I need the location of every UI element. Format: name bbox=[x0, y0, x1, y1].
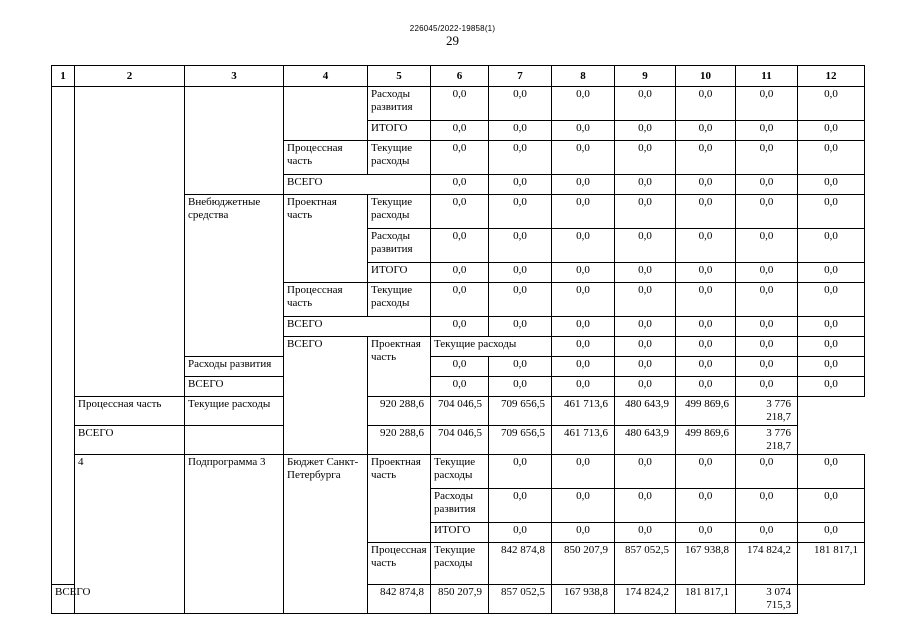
value-cell: 167 938,8 bbox=[676, 543, 736, 585]
header-row bbox=[52, 66, 865, 87]
value-cell: 0,0 bbox=[552, 377, 615, 397]
value-cell: 0,0 bbox=[552, 263, 615, 283]
expense-type: Текущие расходы bbox=[368, 141, 431, 175]
part-cell: Проектная часть bbox=[284, 195, 368, 283]
value-cell: 0,0 bbox=[736, 317, 798, 337]
value-cell: 0,0 bbox=[736, 337, 798, 357]
value-cell: 0,0 bbox=[736, 377, 798, 397]
value-cell: 0,0 bbox=[676, 489, 736, 523]
total-label: ВСЕГО bbox=[52, 585, 185, 614]
value-cell: 842 874,8 bbox=[368, 585, 431, 614]
value-cell: 0,0 bbox=[431, 87, 489, 121]
expense-type: ИТОГО bbox=[431, 523, 489, 543]
value-cell: 0,0 bbox=[798, 377, 865, 397]
source-cell: Внебюджетные средства bbox=[185, 195, 284, 357]
value-cell: 0,0 bbox=[736, 141, 798, 175]
value-cell: 0,0 bbox=[676, 87, 736, 121]
col-header: 7 bbox=[489, 66, 552, 87]
col-header: 4 bbox=[284, 66, 368, 87]
value-cell: 0,0 bbox=[431, 121, 489, 141]
expense-type: Текущие расходы bbox=[431, 543, 489, 585]
value-cell: 0,0 bbox=[798, 317, 865, 337]
expense-type: Текущие расходы bbox=[368, 283, 431, 317]
col-header: 6 bbox=[431, 66, 489, 87]
value-cell: 0,0 bbox=[552, 121, 615, 141]
value-cell: 0,0 bbox=[798, 489, 865, 523]
value-cell: 3 776 218,7 bbox=[736, 426, 798, 455]
value-cell: 0,0 bbox=[736, 523, 798, 543]
value-cell: 0,0 bbox=[798, 87, 865, 121]
value-cell: 0,0 bbox=[615, 121, 676, 141]
value-cell: 0,0 bbox=[489, 195, 552, 229]
table-row bbox=[52, 397, 865, 426]
value-cell: 0,0 bbox=[431, 195, 489, 229]
value-cell: 0,0 bbox=[489, 229, 552, 263]
value-cell: 704 046,5 bbox=[431, 397, 489, 426]
part-cell: Процессная часть bbox=[284, 141, 368, 175]
col-header: 5 bbox=[368, 66, 431, 87]
value-cell: 0,0 bbox=[676, 357, 736, 377]
value-cell: 0,0 bbox=[431, 317, 489, 337]
value-cell: 0,0 bbox=[489, 317, 552, 337]
value-cell: 0,0 bbox=[615, 377, 676, 397]
col-header: 9 bbox=[615, 66, 676, 87]
value-cell: 0,0 bbox=[552, 337, 615, 357]
value-cell: 0,0 bbox=[552, 317, 615, 337]
table-row bbox=[52, 426, 865, 455]
value-cell: 0,0 bbox=[431, 357, 489, 377]
value-cell: 3 776 218,7 bbox=[736, 397, 798, 426]
value-cell: 0,0 bbox=[615, 523, 676, 543]
value-cell: 0,0 bbox=[489, 87, 552, 121]
source-cell: Бюджет Санкт-Петербурга bbox=[284, 455, 368, 614]
value-cell: 0,0 bbox=[736, 489, 798, 523]
value-cell: 0,0 bbox=[615, 195, 676, 229]
value-cell: 0,0 bbox=[798, 523, 865, 543]
source-cell bbox=[185, 87, 284, 195]
value-cell: 0,0 bbox=[431, 283, 489, 317]
value-cell: 0,0 bbox=[431, 229, 489, 263]
value-cell: 0,0 bbox=[552, 489, 615, 523]
value-cell: 0,0 bbox=[615, 87, 676, 121]
value-cell: 461 713,6 bbox=[552, 397, 615, 426]
value-cell: 0,0 bbox=[552, 141, 615, 175]
value-cell: 0,0 bbox=[489, 489, 552, 523]
value-cell: 0,0 bbox=[489, 283, 552, 317]
value-cell: 0,0 bbox=[676, 283, 736, 317]
row-number-cell bbox=[52, 87, 75, 585]
value-cell: 0,0 bbox=[736, 455, 798, 489]
value-cell: 0,0 bbox=[676, 523, 736, 543]
table-row bbox=[52, 455, 865, 489]
row-number-cell: 4 bbox=[75, 455, 185, 614]
section-cell: Подпрограмма 3 bbox=[185, 455, 284, 614]
source-cell: Проектная часть bbox=[368, 337, 431, 397]
total-label: ВСЕГО bbox=[284, 175, 431, 195]
part-cell: Проектная часть bbox=[368, 455, 431, 543]
value-cell: 0,0 bbox=[798, 455, 865, 489]
value-cell: 920 288,6 bbox=[368, 426, 431, 455]
value-cell: 0,0 bbox=[676, 195, 736, 229]
col-header: 12 bbox=[798, 66, 865, 87]
value-cell: 174 824,2 bbox=[615, 585, 676, 614]
value-cell: 850 207,9 bbox=[431, 585, 489, 614]
value-cell: 0,0 bbox=[798, 175, 865, 195]
value-cell: 0,0 bbox=[615, 229, 676, 263]
value-cell: 499 869,6 bbox=[676, 426, 736, 455]
table-row bbox=[52, 585, 865, 614]
part-cell: Процессная часть bbox=[284, 283, 368, 317]
value-cell: 0,0 bbox=[615, 337, 676, 357]
value-cell: 842 874,8 bbox=[489, 543, 552, 585]
col-header: 2 bbox=[75, 66, 185, 87]
expense-type: Текущие расходы bbox=[368, 195, 431, 229]
value-cell: 0,0 bbox=[798, 141, 865, 175]
budget-table bbox=[51, 65, 865, 614]
value-cell: 0,0 bbox=[798, 337, 865, 357]
value-cell: 0,0 bbox=[489, 377, 552, 397]
value-cell: 0,0 bbox=[615, 455, 676, 489]
value-cell: 0,0 bbox=[676, 317, 736, 337]
value-cell: 0,0 bbox=[798, 229, 865, 263]
value-cell: 857 052,5 bbox=[615, 543, 676, 585]
value-cell: 0,0 bbox=[489, 357, 552, 377]
value-cell: 0,0 bbox=[552, 455, 615, 489]
expense-type: Расходы развития bbox=[368, 87, 431, 121]
value-cell: 0,0 bbox=[676, 141, 736, 175]
value-cell: 0,0 bbox=[736, 229, 798, 263]
document-id: 226045/2022-19858(1) bbox=[409, 24, 496, 33]
value-cell: 0,0 bbox=[736, 121, 798, 141]
value-cell: 0,0 bbox=[798, 195, 865, 229]
value-cell: 0,0 bbox=[431, 175, 489, 195]
value-cell: 0,0 bbox=[489, 121, 552, 141]
value-cell: 0,0 bbox=[676, 337, 736, 357]
value-cell: 3 074 715,3 bbox=[736, 585, 798, 614]
col-header: 1 bbox=[52, 66, 75, 87]
value-cell: 480 643,9 bbox=[615, 397, 676, 426]
value-cell: 709 656,5 bbox=[489, 397, 552, 426]
page-number: 29 bbox=[446, 33, 459, 48]
value-cell: 0,0 bbox=[552, 357, 615, 377]
expense-type: ИТОГО bbox=[368, 121, 431, 141]
value-cell: 920 288,6 bbox=[368, 397, 431, 426]
value-cell: 0,0 bbox=[615, 263, 676, 283]
value-cell: 0,0 bbox=[736, 87, 798, 121]
value-cell: 461 713,6 bbox=[552, 426, 615, 455]
value-cell: 0,0 bbox=[676, 455, 736, 489]
value-cell: 0,0 bbox=[552, 283, 615, 317]
value-cell: 0,0 bbox=[431, 263, 489, 283]
value-cell: 480 643,9 bbox=[615, 426, 676, 455]
expense-type: ИТОГО bbox=[368, 263, 431, 283]
value-cell: 0,0 bbox=[736, 357, 798, 377]
expense-type: Расходы развития bbox=[368, 229, 431, 263]
value-cell: 0,0 bbox=[615, 317, 676, 337]
value-cell: 0,0 bbox=[736, 175, 798, 195]
col-header: 11 bbox=[736, 66, 798, 87]
value-cell: 0,0 bbox=[489, 455, 552, 489]
value-cell: 0,0 bbox=[431, 377, 489, 397]
expense-type: Расходы развития bbox=[185, 357, 368, 377]
value-cell: 0,0 bbox=[676, 175, 736, 195]
value-cell: 0,0 bbox=[489, 263, 552, 283]
total-label bbox=[185, 426, 368, 455]
expense-type: Текущие расходы bbox=[185, 397, 368, 426]
value-cell: 0,0 bbox=[798, 357, 865, 377]
col-header: 10 bbox=[676, 66, 736, 87]
table-row bbox=[52, 87, 865, 121]
value-cell: 0,0 bbox=[489, 175, 552, 195]
value-cell: 174 824,2 bbox=[736, 543, 798, 585]
section-cell: ВСЕГО bbox=[284, 337, 368, 455]
part-cell bbox=[284, 87, 368, 141]
total-label: ВСЕГО bbox=[284, 317, 431, 337]
value-cell: 0,0 bbox=[615, 357, 676, 377]
value-cell: 0,0 bbox=[676, 229, 736, 263]
part-cell: Процессная часть bbox=[368, 543, 431, 585]
value-cell: 0,0 bbox=[431, 141, 489, 175]
value-cell: 857 052,5 bbox=[489, 585, 552, 614]
value-cell: 0,0 bbox=[615, 141, 676, 175]
value-cell: 0,0 bbox=[552, 87, 615, 121]
value-cell: 167 938,8 bbox=[552, 585, 615, 614]
expense-type: Текущие расходы bbox=[431, 455, 489, 489]
value-cell: 0,0 bbox=[676, 121, 736, 141]
col-header: 8 bbox=[552, 66, 615, 87]
value-cell: 0,0 bbox=[552, 195, 615, 229]
value-cell: 0,0 bbox=[798, 121, 865, 141]
value-cell: 0,0 bbox=[798, 283, 865, 317]
col-header: 3 bbox=[185, 66, 284, 87]
value-cell: 0,0 bbox=[489, 141, 552, 175]
value-cell: 181 817,1 bbox=[798, 543, 865, 585]
value-cell: 0,0 bbox=[489, 523, 552, 543]
source-cell: ВСЕГО bbox=[75, 426, 185, 455]
total-label: ВСЕГО bbox=[185, 377, 368, 397]
value-cell: 0,0 bbox=[736, 195, 798, 229]
value-cell: 499 869,6 bbox=[676, 397, 736, 426]
value-cell: 0,0 bbox=[552, 175, 615, 195]
value-cell: 0,0 bbox=[552, 523, 615, 543]
value-cell: 0,0 bbox=[615, 489, 676, 523]
value-cell: 0,0 bbox=[552, 229, 615, 263]
value-cell: 181 817,1 bbox=[676, 585, 736, 614]
expense-type: Текущие расходы bbox=[431, 337, 552, 357]
source-cell: Процессная часть bbox=[75, 397, 185, 426]
value-cell: 709 656,5 bbox=[489, 426, 552, 455]
value-cell: 0,0 bbox=[676, 263, 736, 283]
value-cell: 0,0 bbox=[736, 263, 798, 283]
value-cell: 0,0 bbox=[676, 377, 736, 397]
expense-type: Расходы развития bbox=[431, 489, 489, 523]
value-cell: 850 207,9 bbox=[552, 543, 615, 585]
section-cell bbox=[75, 87, 185, 397]
value-cell: 0,0 bbox=[615, 175, 676, 195]
value-cell: 0,0 bbox=[798, 263, 865, 283]
value-cell: 0,0 bbox=[615, 283, 676, 317]
value-cell: 0,0 bbox=[736, 283, 798, 317]
value-cell: 704 046,5 bbox=[431, 426, 489, 455]
